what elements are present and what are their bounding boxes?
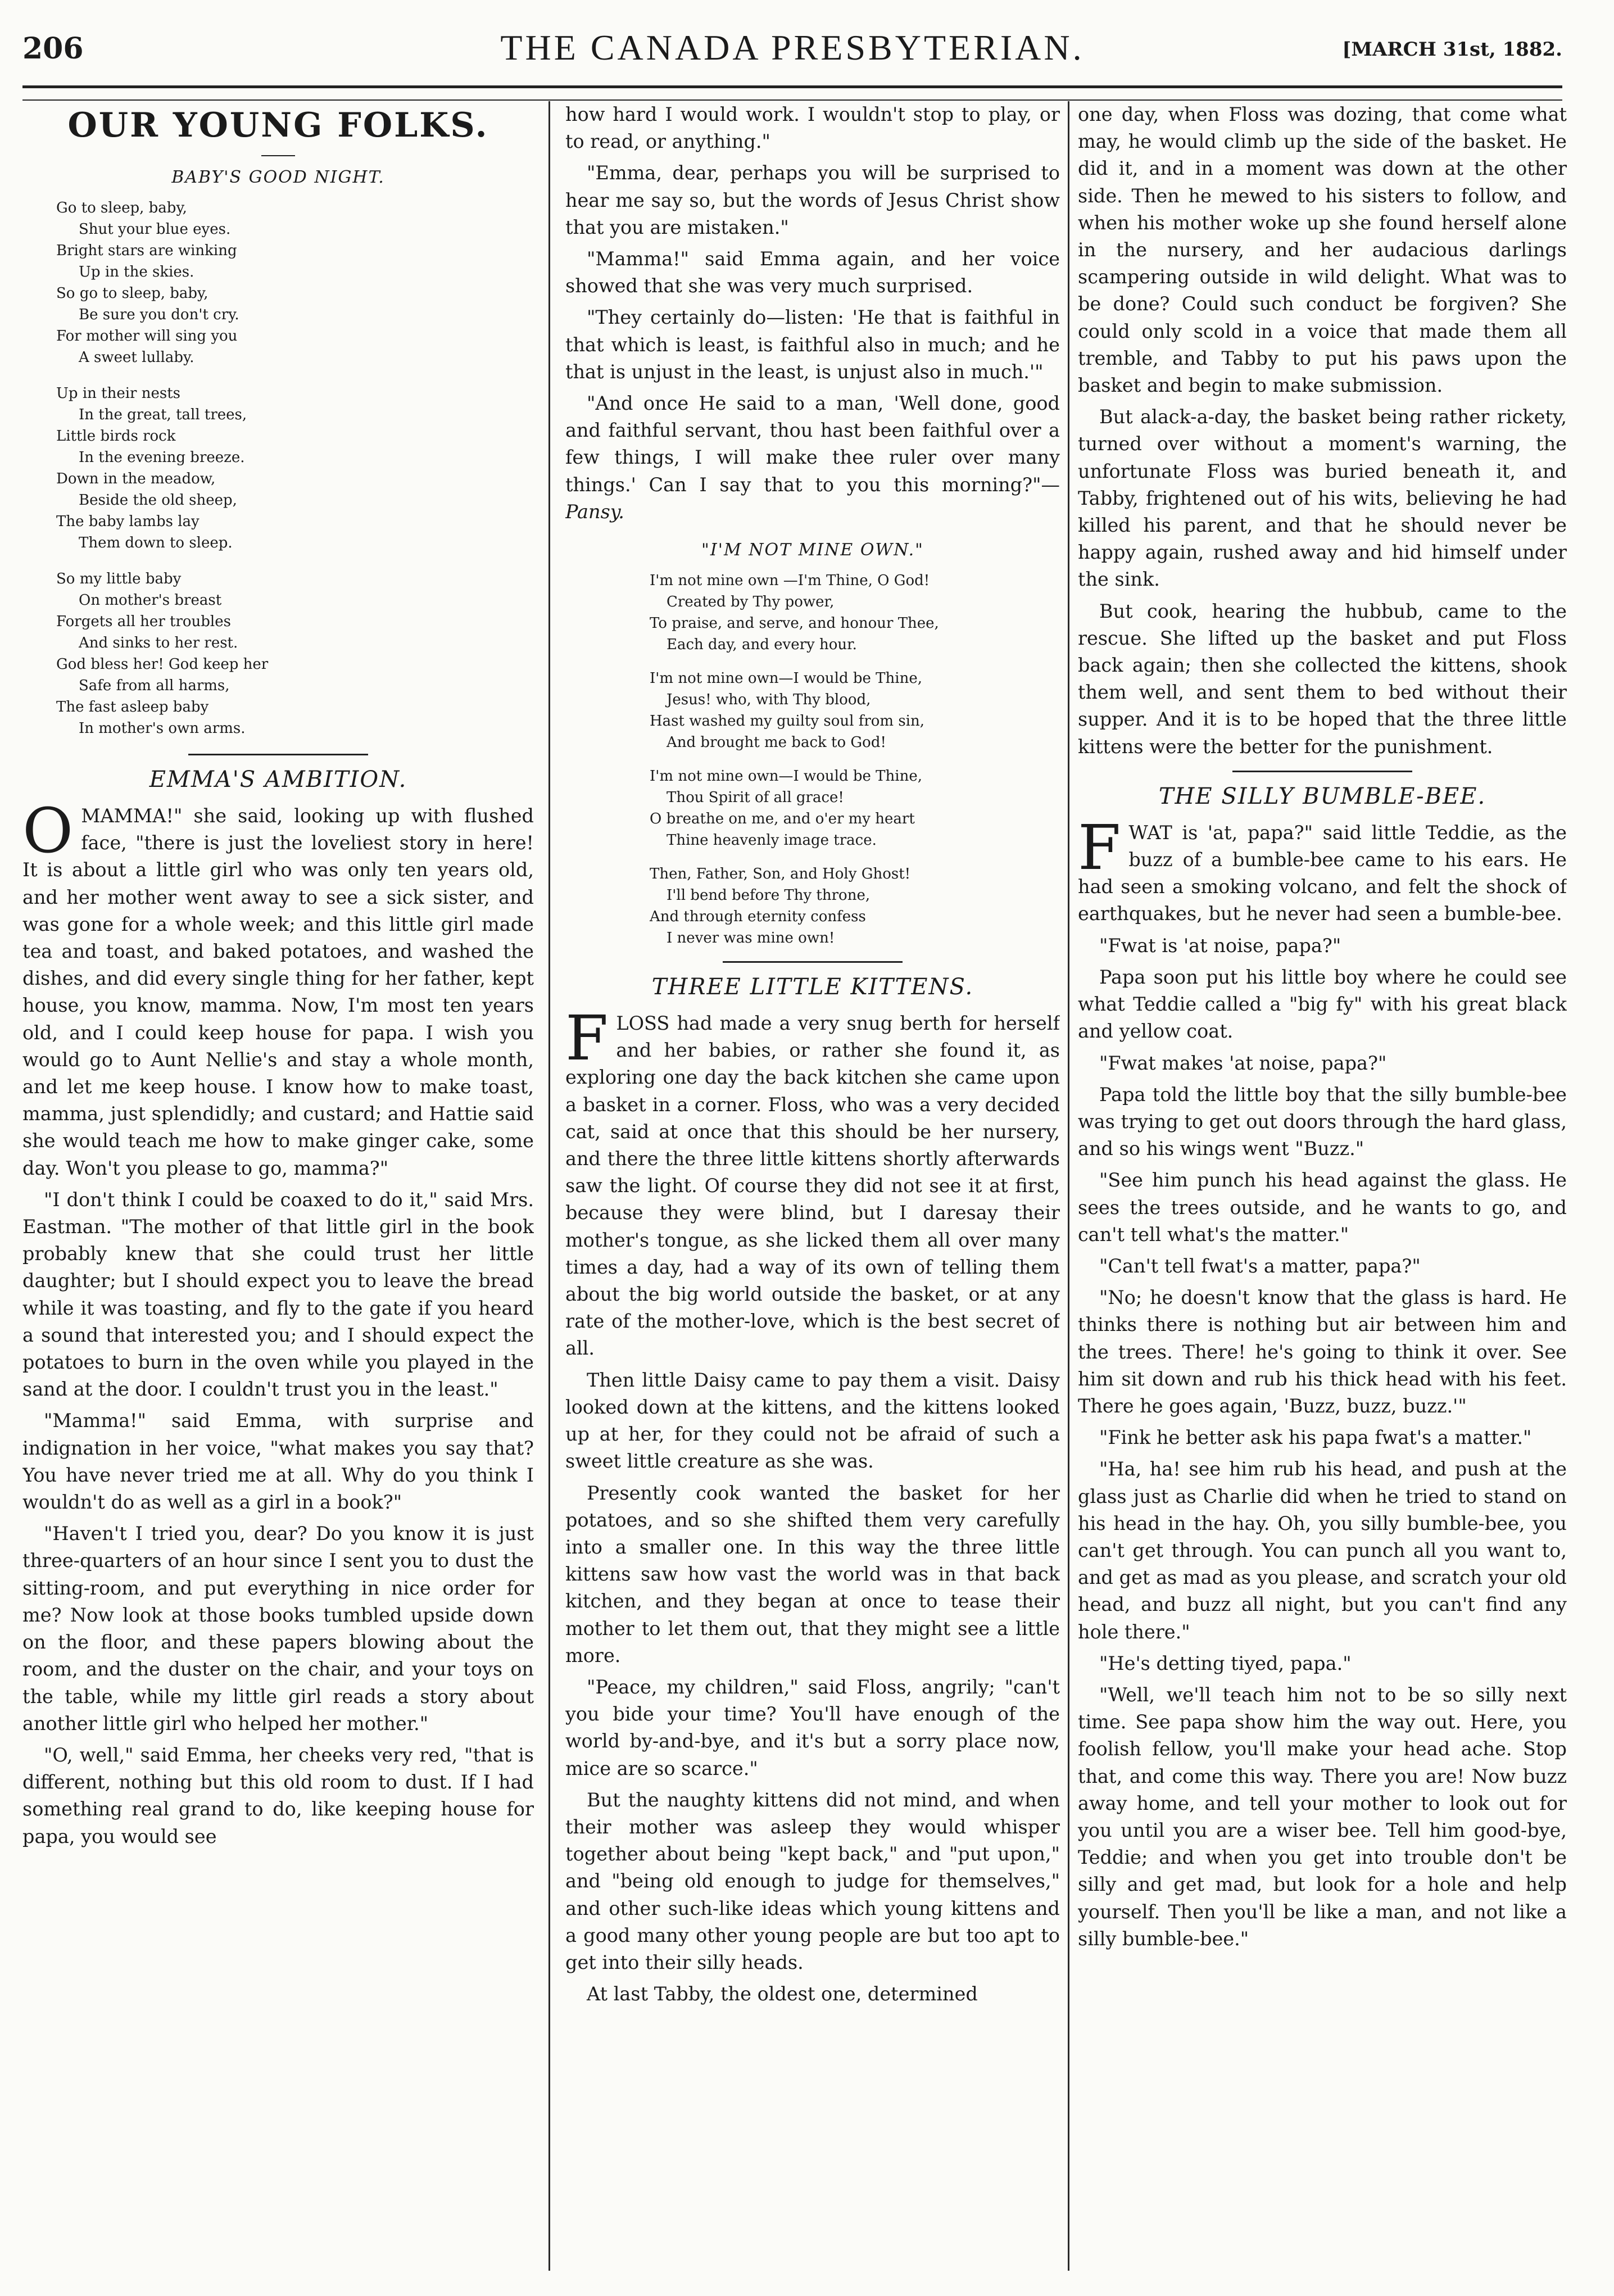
poem-line: Little birds rock: [56, 428, 176, 445]
story-separator: [188, 754, 368, 755]
poem-line: Thou Spirit of all grace!: [667, 789, 844, 807]
poem-line: Created by Thy power,: [667, 594, 835, 611]
poem-line: Down in the meadow,: [56, 470, 216, 487]
story-attribution: Pansy.: [565, 500, 624, 523]
story-paragraph: "Peace, my children," said Floss, angrily; "can't you bide your time? You'll have enough of the world by-and-bye, and it's but a sorry place now, mice are so scarce.": [565, 1675, 1060, 1779]
story-paragraph: "See him punch his head against the glass. He sees the trees outside, and he wants to go, and can't tell what's the matter.": [1078, 1169, 1567, 1246]
section-heading: OUR YOUNG FOLKS.: [67, 106, 489, 145]
story-paragraph: [22, 795, 534, 1182]
story-paragraph: But the naughty kittens did not mind, and when their mother was asleep they would whisper together about being "kept back," and "put upon," and "being old enough to judge for themselves," and other such-like ideas which young kittens and a good many other young people are but too apt to get into their silly heads.: [565, 1788, 1060, 1973]
story-paragraph: "Fink he better ask his papa fwat's a matter.": [1099, 1426, 1532, 1449]
poem-line: God bless her! God keep her: [56, 656, 269, 673]
issue-date: [MARCH 31st, 1882.: [1342, 38, 1562, 61]
drop-cap: F: [565, 1002, 609, 1075]
poem-line: Go to sleep, baby,: [56, 200, 187, 216]
poem-line: On mother's breast: [79, 592, 222, 609]
story-paragraph: "Emma, dear, perhaps you will be surprised to hear me say so, but the words of Jesus Christ show that you are mistaken.": [565, 162, 1060, 238]
poem-line: I never was mine own!: [667, 930, 835, 947]
poem-line: Be sure you don't cry.: [79, 306, 239, 323]
column-divider: [548, 101, 550, 2271]
masthead: [22, 27, 1562, 89]
poem-line: The fast asleep baby: [56, 699, 209, 715]
poem-line: Jesus! who, with Thy blood,: [667, 691, 871, 709]
poem-stanza: [650, 570, 1060, 655]
poem-line: In mother's own arms.: [79, 720, 246, 737]
poem-stanza: [650, 766, 1060, 851]
story-paragraph: Presently cook wanted the basket for her potatoes, and so she shifted them very carefully into a smaller one. In this way the three little kittens saw how vast the world was in that back kitchen, and they began at once to tease their mother to let them out, that they might see a little more.: [565, 1482, 1060, 1666]
poem-line: Forgets all her troubles: [56, 613, 231, 630]
masthead-rule: [22, 85, 1562, 101]
poem-line: To praise, and serve, and honour Thee,: [650, 615, 939, 632]
story-paragraph: "Fwat makes 'at noise, papa?": [1099, 1052, 1387, 1074]
poem-stanza: [650, 668, 1060, 753]
paper-title: THE CANADA PRESBYTERIAN.: [500, 28, 1085, 67]
story-paragraph: "He's detting tiyed, papa.": [1099, 1652, 1352, 1674]
story-paragraph: one day, when Floss was dozing, that come what may, he would climb up the side of the basket. He did it, and in a moment was down at the other side. Then he mewed to his sisters to follow, and when his mother woke up she found herself alone in the nursery, and her audacious darlings scampering outside in wild delight. What was to be done? Could such conduct be forgiven? She could only scold in a voice that made them all tremble, and Tabby to put his paws upon the basket and begin to make submission.: [1078, 103, 1567, 397]
poem-line: I'm not mine own —I'm Thine, O God!: [650, 572, 930, 590]
story-paragraph: "Can't tell fwat's a matter, papa?": [1099, 1255, 1421, 1277]
story-paragraph: "Fwat is 'at noise, papa?": [1099, 934, 1341, 957]
poem-stanza: [56, 568, 534, 739]
story-paragraph: "Haven't I tried you, dear? Do you know it is just three-quarters of an hour since I sent you to dust the sitting-room, and put everything in nice order for me? Now look at those books tumbled upside down on the floor, and these papers blowing about the room, and the duster on the chair, and your toys on the table, while my little girl reads a story about another little girl who helped her mother.": [22, 1523, 534, 1735]
story-paragraph: But cook, hearing the hubbub, came to the rescue. She lifted up the basket and put Floss back again; then she collected the kittens, shook them well, and sent them to bed without their supper. And it is to be hoped that the three little kittens were the better for the punishment.: [1078, 600, 1567, 758]
story-title: THE SILLY BUMBLE-BEE.: [1158, 783, 1486, 809]
story-paragraph: [1078, 811, 1567, 928]
paragraph-text: WAT is 'at, papa?" said little Teddie, as the buzz of a bumble-bee came to his ears. He had seen a smoking volcano, and felt the shock of earthquakes, but he never had seen a bumble-bee.: [1078, 821, 1567, 925]
story-paragraph: [565, 390, 1060, 526]
poem-line: Safe from all harms,: [79, 677, 230, 694]
poem-title: BABY'S GOOD NIGHT.: [171, 167, 385, 187]
drop-cap: O: [22, 795, 74, 867]
story-paragraph: At last Tabby, the oldest one, determined: [587, 1983, 978, 2005]
poem-line: In the evening breeze.: [79, 449, 245, 466]
poem-line: A sweet lullaby.: [79, 349, 194, 366]
poem-line: Then, Father, Son, and Holy Ghost!: [650, 866, 911, 883]
paragraph-text: LOSS had made a very snug berth for herself and her babies, or rather she found it, as exploring one day the back kitchen she came upon a basket in a corner. Floss, who was a very decided cat, said at once that this should be her nursery, and there the three little kittens shortly afterwards saw the light. Of course they did not see it at first, because they were blind, but I daresay their mother's tongue, as she licked them all over many times a day, had a way of its own of telling them about the big world outside the basket, or at any rate of the mother-love, which is the best secret of all.: [565, 1012, 1060, 1360]
story-paragraph: "Mamma!" said Emma again, and her voice showed that she was very much surprised.: [565, 248, 1060, 297]
story-title: THREE LITTLE KITTENS.: [651, 974, 974, 1000]
story-paragraph: "I don't think I could be coaxed to do it," said Mrs. Eastman. "The mother of that little girl in the book probably knew that she could trust her little daughter; but I should expect you to leave the bread while it was toasting, and fly to the gate if you heard a sound that interested you; and I should expect the potatoes to burn in the oven while you played in the sand at the door. I couldn't trust you in the least.": [22, 1188, 534, 1401]
poem-line: In the great, tall trees,: [79, 406, 247, 423]
paragraph-text: "And once He said to a man, 'Well done, good and faithful servant, thou hast been faithful over a few things, I will make thee ruler over many things.' Can I say that to you this morning?"—: [565, 392, 1060, 496]
story-paragraph: how hard I would work. I wouldn't stop to play, or to read, or anything.": [565, 103, 1060, 153]
poem-line: Up in their nests: [56, 385, 180, 402]
poem-stanza: [56, 197, 534, 368]
poem-line: So go to sleep, baby,: [56, 285, 208, 302]
story-paragraph: Papa told the little boy that the silly bumble-bee was trying to get out doors through the hard glass, and so his wings went "Buzz.": [1078, 1083, 1567, 1160]
page-number: 206: [22, 31, 84, 66]
poem-line: Shut your blue eyes.: [79, 221, 231, 238]
story-paragraph: [565, 1002, 1060, 1362]
section-rule: [261, 155, 295, 156]
story-separator: [1232, 771, 1412, 772]
poem-line: Beside the old sheep,: [79, 492, 237, 509]
story-paragraph: "Ha, ha! see him rub his head, and push at the glass just as Charlie did when he tried to stand on his head in the hay. Oh, you silly bumble-bee, you can't get through. You can punch all you want to, and get as mad as you please, and scratch your old head, and buzz all night, but you can't find any hole there.": [1078, 1458, 1567, 1643]
column-3: [1078, 101, 1567, 2276]
column-divider: [1068, 101, 1069, 2271]
poem-line: I'm not mine own—I would be Thine,: [650, 768, 922, 785]
poem-stanza: [650, 863, 1060, 949]
poem-line: Them down to sleep.: [79, 535, 233, 551]
story-paragraph: Papa soon put his little boy where he could see what Teddie called a "big fy" with his great black and yellow coat.: [1078, 966, 1567, 1043]
poem-line: The baby lambs lay: [56, 513, 200, 530]
story-title: EMMA'S AMBITION.: [149, 767, 407, 792]
poem-line: Each day, and every hour.: [667, 636, 857, 654]
poem-stanza: [56, 383, 534, 554]
poem-line: Hast washed my guilty soul from sin,: [650, 713, 925, 730]
poem-line: O breathe on me, and o'er my heart: [650, 810, 915, 828]
poem-title: "I'M NOT MINE OWN.": [701, 540, 924, 560]
column-1: [22, 101, 534, 2276]
story-paragraph: "They certainly do—listen: 'He that is faithful in that which is least, is faithful also in much; and he that is unjust in the least, is unjust also in much.'": [565, 306, 1060, 383]
column-2: [565, 101, 1060, 2276]
poem-line: So my little baby: [56, 570, 182, 587]
drop-cap: F: [1078, 811, 1121, 884]
paragraph-text: MAMMA!" she said, looking up with flushed face, "there is just the loveliest story in here! It is about a little girl who was only ten years old, and her mother went away to see a sick sister, and was gone for a whole week; and this little girl made tea and toast, and baked potatoes, and washed the dishes, and did every single thing for her father, kept house, you know, mamma. Now, I'm most ten years old, and I could keep house for papa. I wish you would go to Aunt Nellie's and stay a whole month, and let me keep house. I know how to make toast, mamma, just splendidly; and custard; and Hattie said she would teach me how to make ginger cake, some day. Won't you please to go, mamma?": [22, 805, 534, 1179]
story-paragraph: Then little Daisy came to pay them a visit. Daisy looked down at the kittens, and the kittens looked up at her, for they could not be afraid of such a sweet little creature as she was.: [565, 1369, 1060, 1473]
poem-line: And brought me back to God!: [667, 734, 886, 751]
poem-line: For mother will sing you: [56, 328, 238, 345]
story-paragraph: "No; he doesn't know that the glass is hard. He thinks there is nothing but air between him and the trees. There! he's going to think it over. See him sit down and rub his thick head with his feet. There he goes again, 'Buzz, buzz, buzz.'": [1078, 1287, 1567, 1417]
story-paragraph: "O, well," said Emma, her cheeks very red, "that is different, nothing but this old room to dust. If I had something real grand to do, like keeping house for papa, you would see: [22, 1743, 534, 1847]
poem-line: Thine heavenly image trace.: [667, 832, 877, 849]
poem-line: Up in the skies.: [79, 264, 194, 280]
poem-line: I'm not mine own—I would be Thine,: [650, 670, 922, 687]
story-paragraph: "Well, we'll teach him not to be so silly next time. See papa show him the way out. Here, you foolish fellow, you'll make your head ache. Stop that, and come this way. There you are! Now buzz away home, and tell your mother to look out for you until you are a wiser bee. Tell him good-bye, Teddie; and when you get into trouble don't be silly and get mad, but look for a hole and help yourself. Then you'll be like a man, and not like a silly bumble-bee.": [1078, 1683, 1567, 1950]
poem-line: Bright stars are winking: [56, 242, 237, 259]
story-paragraph: "Mamma!" said Emma, with surprise and indignation in her voice, "what makes you say that? You have never tried me at all. Why do you think I wouldn't do as well as a girl in a book?": [22, 1410, 534, 1514]
poem-line: And through eternity confess: [650, 908, 866, 926]
story-separator: [723, 961, 903, 963]
poem-line: I'll bend before Thy throne,: [667, 887, 871, 904]
story-paragraph: But alack-a-day, the basket being rather rickety, turned over without a moment's warning, the unfortunate Floss was buried beneath it, and Tabby, frightened out of his wits, believing he had killed his parent, and that he should never be happy again, rushed away and hid himself under the sink.: [1078, 406, 1567, 591]
poem-line: And sinks to her rest.: [79, 635, 238, 651]
